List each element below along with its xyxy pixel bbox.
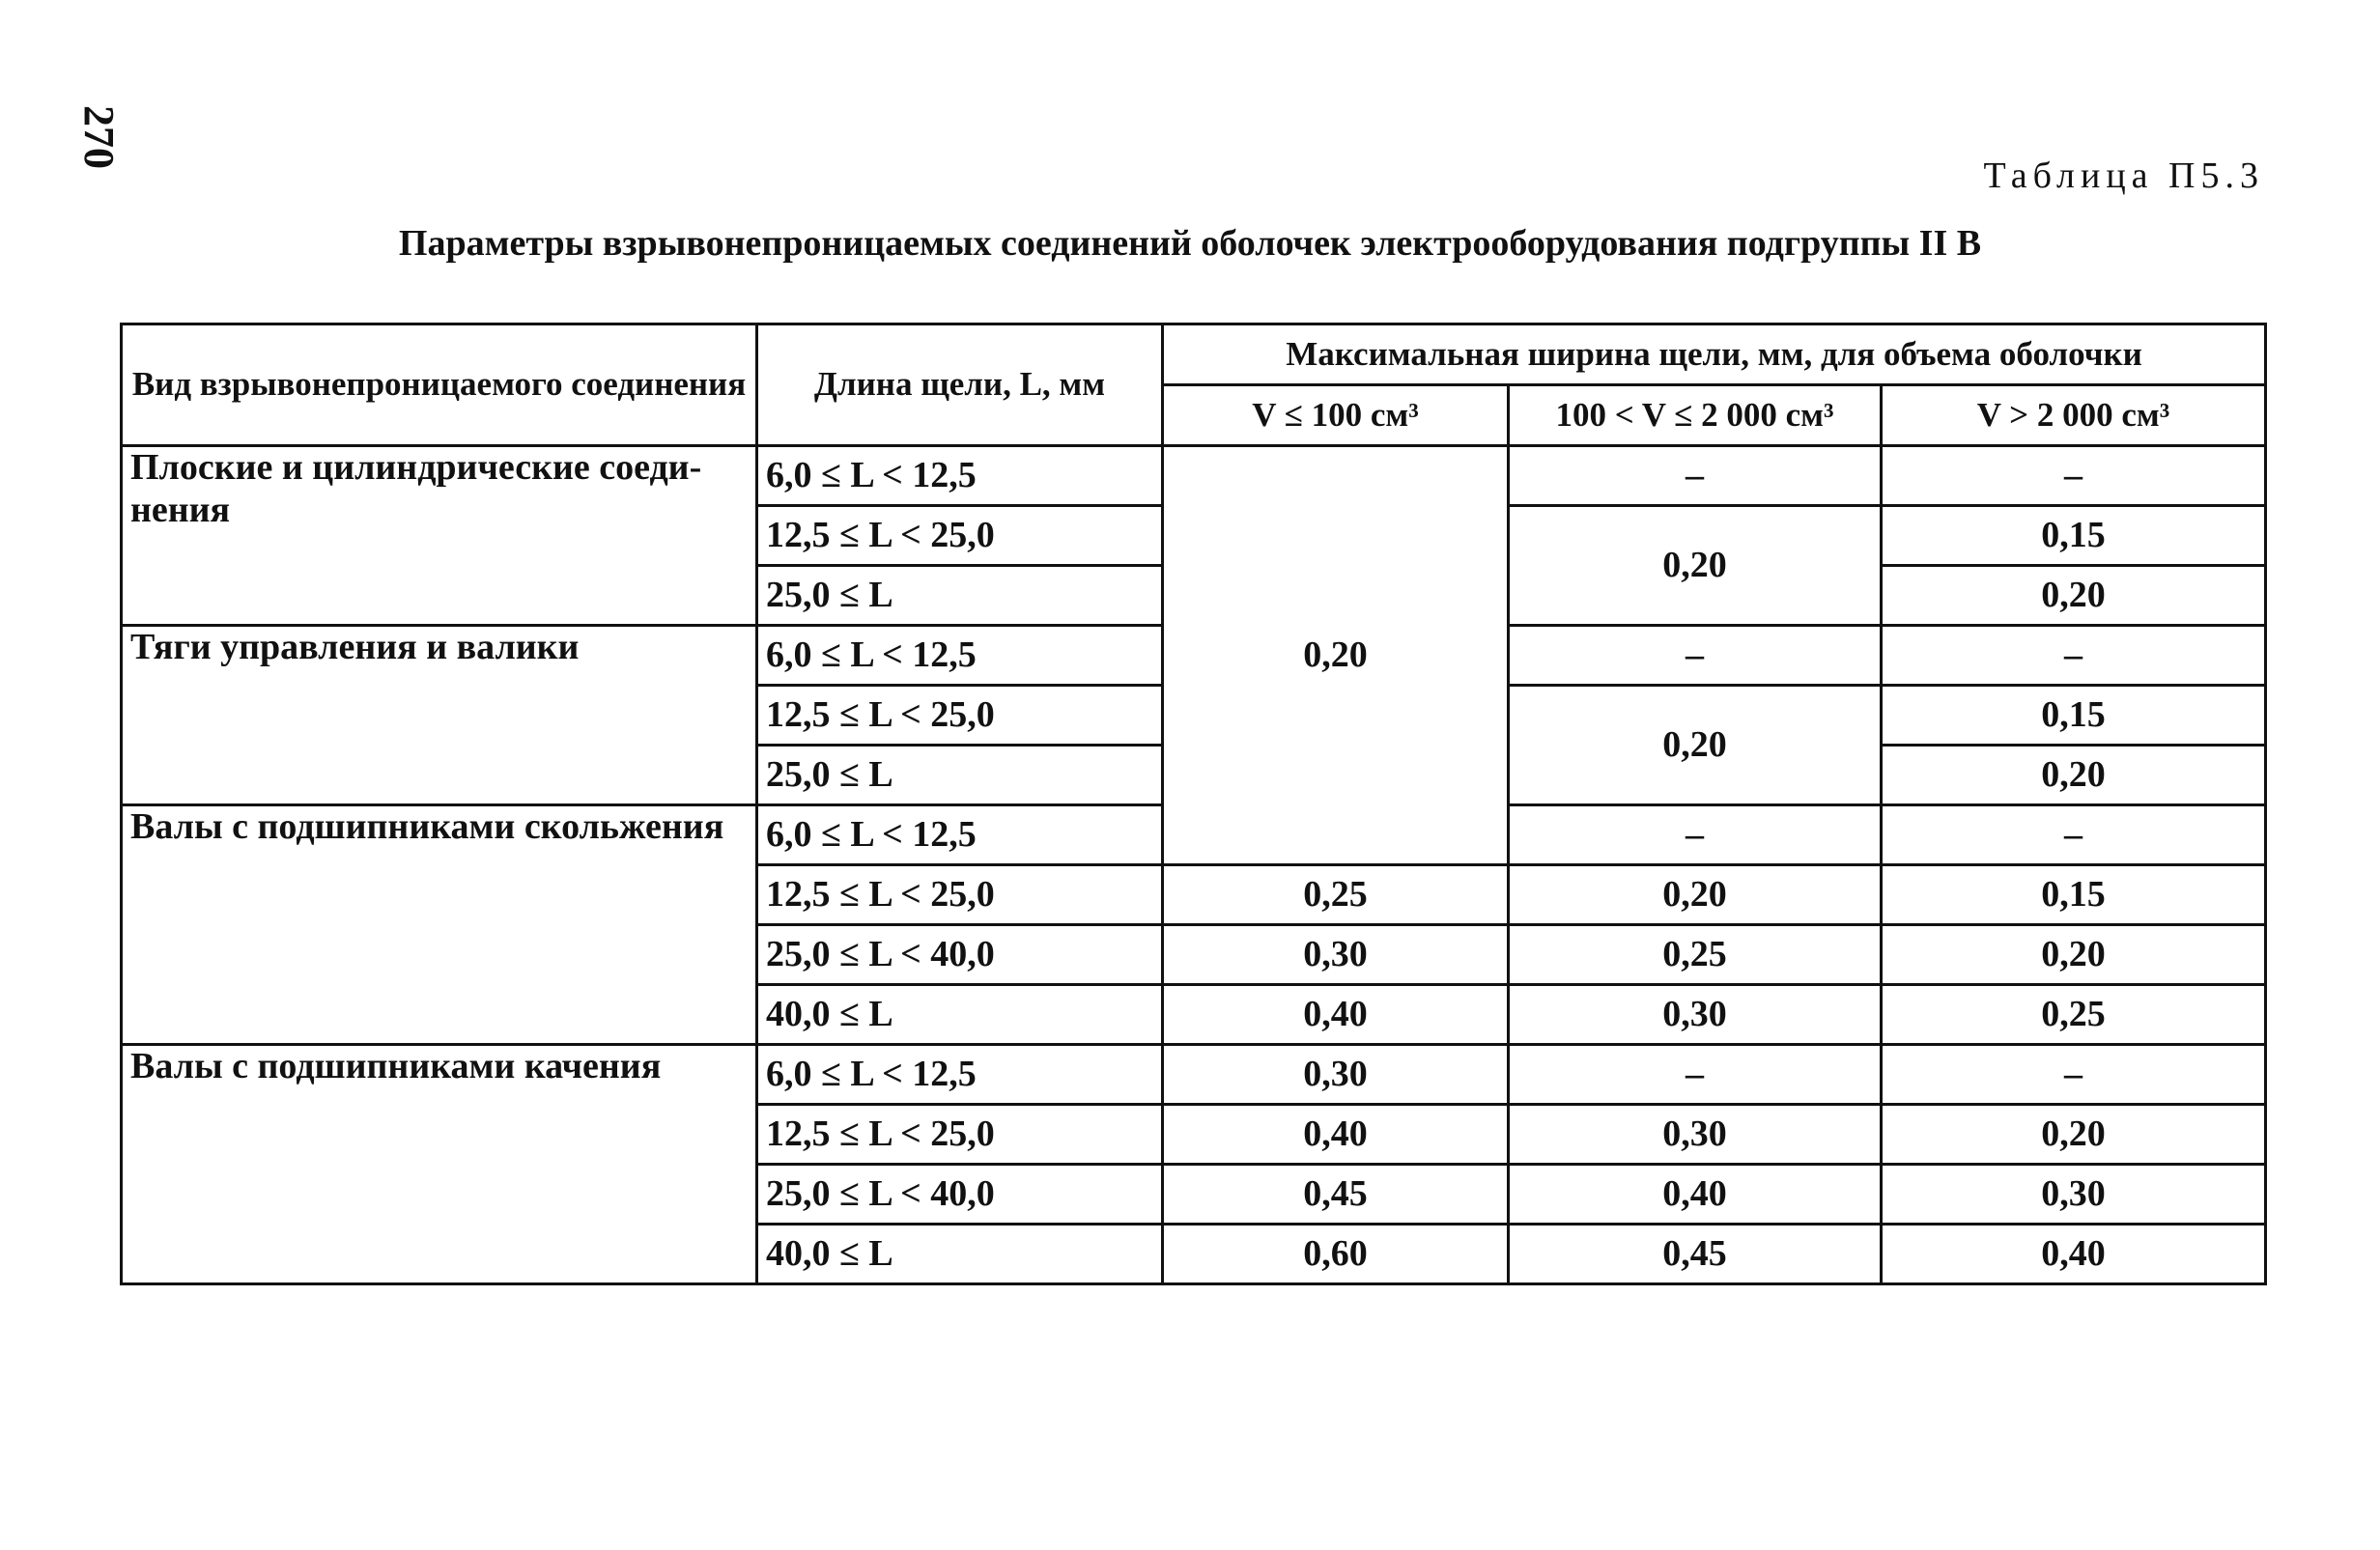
v3-cell: 0,15 [1882, 865, 2266, 925]
v2-cell: – [1509, 626, 1882, 686]
gap-length-cell: 25,0 ≤ L [757, 566, 1163, 626]
gap-length-cell: 6,0 ≤ L < 12,5 [757, 805, 1163, 865]
v1-cell: 0,40 [1163, 1105, 1509, 1165]
gap-length-cell: 40,0 ≤ L [757, 1225, 1163, 1284]
v3-cell: – [1882, 1045, 2266, 1105]
v2-cell: 0,25 [1509, 925, 1882, 985]
gap-parameters-table [120, 323, 2267, 1285]
v2-cell: 0,20 [1509, 865, 1882, 925]
header-volume-2: 100 < V ≤ 2 000 см³ [1509, 385, 1882, 446]
v1-cell: 0,30 [1163, 1045, 1509, 1105]
joint-type-cell: Тяги управления и валики [122, 626, 757, 805]
v3-cell: 0,20 [1882, 746, 2266, 805]
joint-type-cell: Валы с подшипниками скольжения [122, 805, 757, 1045]
v1-cell: 0,60 [1163, 1225, 1509, 1284]
v3-cell: – [1882, 805, 2266, 865]
v1-cell: 0,25 [1163, 865, 1509, 925]
header-volume-1: V ≤ 100 см³ [1163, 385, 1509, 446]
v2-cell: – [1509, 805, 1882, 865]
v2-cell: – [1509, 446, 1882, 506]
v2-cell: 0,40 [1509, 1165, 1882, 1225]
gap-length-cell: 6,0 ≤ L < 12,5 [757, 626, 1163, 686]
v3-cell: 0,20 [1882, 1105, 2266, 1165]
gap-length-cell: 6,0 ≤ L < 12,5 [757, 446, 1163, 506]
header-joint-type: Вид взрывонепроницаемого соединения [122, 324, 757, 446]
gap-length-cell: 12,5 ≤ L < 25,0 [757, 865, 1163, 925]
gap-length-cell: 25,0 ≤ L [757, 746, 1163, 805]
v2-cell: – [1509, 1045, 1882, 1105]
v3-cell: 0,40 [1882, 1225, 2266, 1284]
v3-cell: 0,20 [1882, 925, 2266, 985]
header-gap-length: Длина щели, L, мм [757, 324, 1163, 446]
v2-cell: 0,20 [1509, 686, 1882, 805]
gap-length-cell: 12,5 ≤ L < 25,0 [757, 686, 1163, 746]
v2-cell: 0,30 [1509, 985, 1882, 1045]
v3-cell: 0,15 [1882, 686, 2266, 746]
v3-cell: 0,25 [1882, 985, 2266, 1045]
v2-cell: 0,20 [1509, 506, 1882, 626]
merged-v1-cell: 0,20 [1163, 446, 1509, 865]
header-volume-3: V > 2 000 см³ [1882, 385, 2266, 446]
v1-cell: 0,45 [1163, 1165, 1509, 1225]
gap-length-cell: 12,5 ≤ L < 25,0 [757, 506, 1163, 566]
table-label: Таблица П5.3 [1983, 155, 2264, 196]
gap-length-cell: 25,0 ≤ L < 40,0 [757, 1165, 1163, 1225]
table-title: Параметры взрывонепроницаемых соединений оболочек электрооборудования подгруппы II B [398, 223, 1982, 264]
v2-cell: 0,45 [1509, 1225, 1882, 1284]
joint-type-cell: Валы с подшипниками качения [122, 1045, 757, 1284]
v1-cell: 0,30 [1163, 925, 1509, 985]
v2-cell: 0,30 [1509, 1105, 1882, 1165]
v3-cell: 0,30 [1882, 1165, 2266, 1225]
v3-cell: 0,20 [1882, 566, 2266, 626]
page-number [70, 97, 128, 178]
joint-type-cell: Плоские и цилиндрические соеди-нения [122, 446, 757, 626]
v3-cell: – [1882, 446, 2266, 506]
gap-length-cell: 6,0 ≤ L < 12,5 [757, 1045, 1163, 1105]
page-number-text: 270 [75, 105, 123, 169]
v1-cell: 0,40 [1163, 985, 1509, 1045]
gap-length-cell: 12,5 ≤ L < 25,0 [757, 1105, 1163, 1165]
v3-cell: – [1882, 626, 2266, 686]
v3-cell: 0,15 [1882, 506, 2266, 566]
gap-length-cell: 25,0 ≤ L < 40,0 [757, 925, 1163, 985]
header-max-gap-width: Максимальная ширина щели, мм, для объема оболочки [1163, 324, 2266, 385]
gap-length-cell: 40,0 ≤ L [757, 985, 1163, 1045]
